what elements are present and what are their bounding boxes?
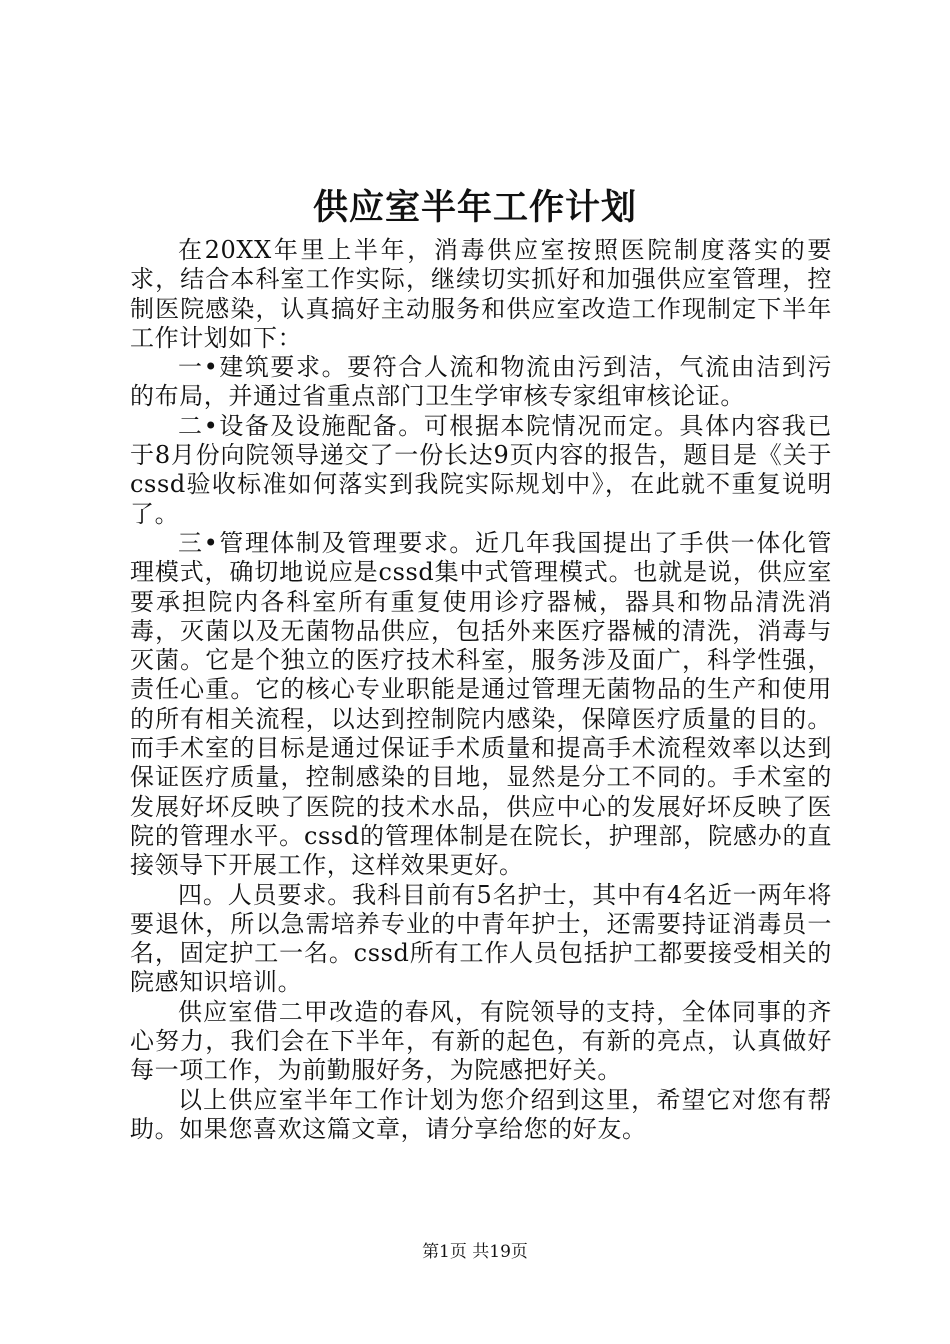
document-title: 供应室半年工作计划 [312, 187, 637, 228]
page-number-footer: 第1页 共19页 [422, 1242, 528, 1262]
paragraph-building: 一•建筑要求。要符合人流和物流由污到洁，气流由洁到污的布局，并通过省重点部门卫生学审核专家组审核论证。 [130, 353, 832, 411]
paragraph-outlook: 供应室借二甲改造的春风，有院领导的支持，全体同事的齐心努力，我们会在下半年，有新的起色，有新的亮点，认真做好每一项工作，为前勤服好务，为院感把好关。 [130, 997, 832, 1085]
paragraph-management: 三•管理体制及管理要求。近几年我国提出了手供一体化管理模式，确切地说应是cssd集中式管理模式。也就是说，供应室要承担院内各科室所有重复使用诊疗器械，器具和物品清洗消毒，灭菌以及无菌物品供应，包括外来医疗器械的清洗，消毒与灭菌。它是个独立的医疗技术科室，服务涉及面广，科学性强，责任心重。它的核心专业职能是通过管理无菌物品的生产和使用的所有相关流程，以达到控制院内感染，保障医疗质量的目的。而手术室的目标是通过保证手术质量和提高手术流程效率以达到保证医疗质量，控制感染的目地，显然是分工不同的。手术室的发展好坏反映了医院的技术水品，供应中心的发展好坏反映了医院的管理水平。cssd的管理体制是在院长，护理部，院感办的直接领导下开展工作，这样效果更好。 [130, 528, 832, 880]
paragraph-equipment: 二•设备及设施配备。可根据本院情况而定。具体内容我已于8月份向院领导递交了一份长达9页内容的报告，题目是《关于cssd验收标准如何落实到我院实际规划中》，在此就不重复说明了。 [130, 411, 832, 528]
document-body [130, 236, 832, 1144]
paragraph-intro: 在20XX年里上半年，消毒供应室按照医院制度落实的要求，结合本科室工作实际，继续切实抓好和加强供应室管理，控制医院感染，认真搞好主动服务和供应室改造工作现制定下半年工作计划如下： [130, 236, 832, 352]
paragraph-closing: 以上供应室半年工作计划为您介绍到这里，希望它对您有帮助。如果您喜欢这篇文章，请分享给您的好友。 [130, 1085, 832, 1143]
paragraph-staff: 四。人员要求。我科目前有5名护士，其中有4名近一两年将要退休，所以急需培养专业的中青年护士，还需要持证消毒员一名，固定护工一名。cssd所有工作人员包括护工都要接受相关的院感知识培训。 [130, 880, 832, 997]
